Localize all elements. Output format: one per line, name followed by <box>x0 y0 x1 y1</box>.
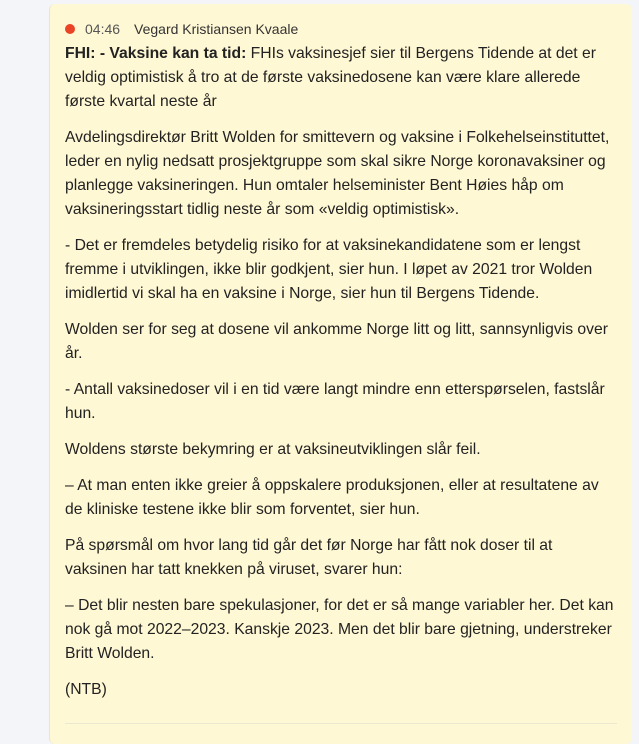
paragraph: – At man enten ikke greier å oppskalere produksjonen, eller at resultatene av de kliniske testene ikke blir som forventet, sier hun. <box>65 477 599 518</box>
post-author: Vegard Kristiansen Kvaale <box>134 21 299 37</box>
paragraph: Wolden ser for seg at dosene vil ankomme Norge litt og litt, sannsynligvis over år. <box>65 321 608 362</box>
post-time: 04:46 <box>85 21 121 37</box>
paragraph: - Det er fremdeles betydelig risiko for at vaksinekandidatene som er lengst fremme i utviklingen, ikke blir godkjent, sier hun. I løpet av 2021 tror Wolden imidlertid vi skal ha en vaksine i Norge, sier hun til Bergens Tidende. <box>65 237 593 302</box>
lead-title: FHI: - Vaksine kan ta tid: <box>65 45 247 62</box>
paragraph: Avdelingsdirektør Britt Wolden for smittevern og vaksine i Folkehelseinstituttet, leder en nylig nedsatt prosjektgruppe som skal sikre Norge koronavaksiner og planlegge vaksineringen. Hun omtaler helseminister Bent Høies håp om vaksineringsstart tidlig neste år som «veldig optimistisk». <box>65 129 610 218</box>
source-credit: (NTB) <box>65 681 107 698</box>
post-body <box>65 42 617 702</box>
paragraph: – Det blir nesten bare spekulasjoner, for det er så mange variabler her. Det kan nok gå mot 2022–2023. Kanskje 2023. Men det blir bare gjetning, understreker Britt Wolden. <box>65 597 614 662</box>
post-meta <box>65 20 617 38</box>
live-indicator-dot-icon <box>65 24 75 34</box>
live-post-card <box>49 4 632 744</box>
paragraph: På spørsmål om hvor lang tid går det før Norge har fått nok doser til at vaksinen har tatt knekken på viruset, svarer hun: <box>65 537 553 578</box>
paragraph: Woldens største bekymring er at vaksineutviklingen slår feil. <box>65 441 481 458</box>
lead-paragraph <box>65 42 617 114</box>
paragraph: - Antall vaksinedoser vil i en tid være langt mindre enn etterspørselen, fastslår hun. <box>65 381 605 422</box>
post-divider <box>65 723 617 724</box>
lead-text: FHIs vaksinesjef sier til Bergens Tidende at det er veldig optimistisk å tro at de første vaksinedosene kan være klare allerede første kvartal neste år <box>65 45 596 110</box>
